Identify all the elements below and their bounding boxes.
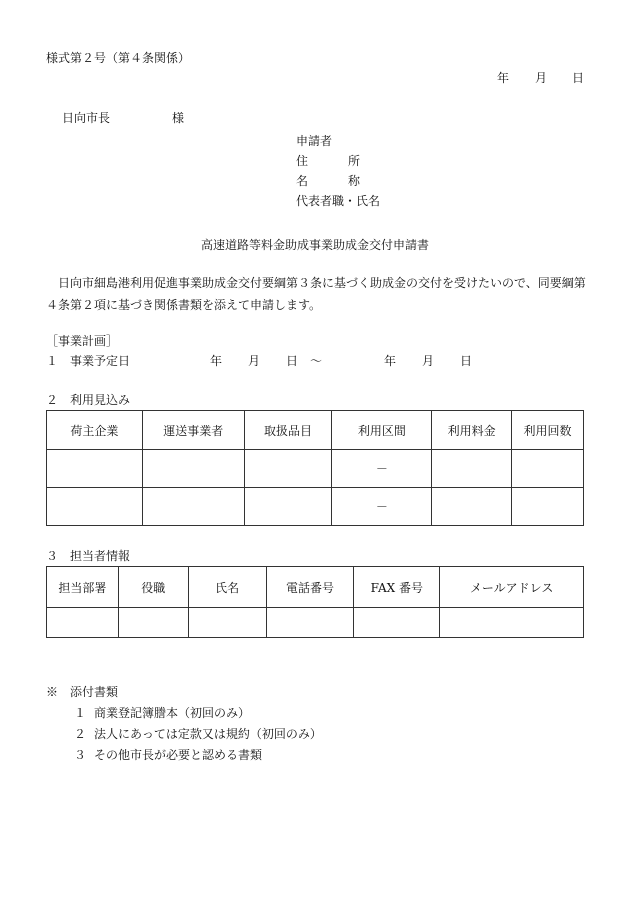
table-cell[interactable]: [188, 608, 266, 638]
table-cell[interactable]: [142, 450, 244, 488]
contact-table: [46, 566, 584, 638]
name-label: 名 称: [296, 174, 361, 188]
contact-header-email: メールアドレス: [440, 567, 584, 608]
table-cell[interactable]: [512, 450, 584, 488]
list-item: １ 商業登記簿謄本（初回のみ）: [74, 706, 251, 720]
usage-header-carrier: 運送事業者: [142, 411, 244, 450]
schedule-label: １ 事業予定日: [46, 354, 131, 368]
table-cell[interactable]: －: [332, 488, 432, 526]
usage-header-section: 利用区間: [332, 411, 432, 450]
table-cell[interactable]: [354, 608, 440, 638]
schedule-day: 日: [286, 354, 299, 368]
applicant-heading: 申請者: [296, 134, 333, 148]
attachments: [46, 682, 322, 766]
table-cell[interactable]: [142, 488, 244, 526]
table-cell[interactable]: [266, 608, 354, 638]
table-cell[interactable]: [440, 608, 584, 638]
table-cell[interactable]: [47, 488, 143, 526]
body-text: 日向市細島港利用促進事業助成金交付要綱第３条に基づく助成金の交付を受けたいので、同要綱第４条第２項に基づき関係書類を添えて申請します。: [46, 276, 586, 312]
addressee-name: 日向市長: [62, 111, 111, 125]
table-row: [47, 608, 584, 638]
contact-header-row: [47, 567, 584, 608]
contact-header-fax: FAX 番号: [354, 567, 440, 608]
contact-header-name: 氏名: [188, 567, 266, 608]
schedule-year: 年: [210, 354, 223, 368]
representative-label: 代表者職・氏名: [296, 194, 381, 208]
application-date: [0, 72, 630, 86]
address-label: 住 所: [296, 154, 361, 168]
date-day: 日: [572, 71, 585, 85]
table-cell[interactable]: [432, 488, 512, 526]
table-cell[interactable]: －: [332, 450, 432, 488]
schedule-month-2: 月: [422, 354, 435, 368]
usage-header-goods: 取扱品目: [244, 411, 332, 450]
table-cell[interactable]: [47, 608, 119, 638]
contact-heading: ３ 担当者情報: [46, 549, 131, 563]
contact-header-department: 担当部署: [47, 567, 119, 608]
usage-header-shipper: 荷主企業: [47, 411, 143, 450]
table-cell[interactable]: [244, 450, 332, 488]
schedule-day-2: 日: [460, 354, 473, 368]
schedule-year-2: 年: [384, 354, 397, 368]
form-number: 様式第２号（第４条関係）: [46, 51, 191, 65]
schedule-tilde: ～: [310, 354, 323, 368]
table-cell[interactable]: [47, 450, 143, 488]
list-item: ３ その他市長が必要と認める書類: [74, 748, 263, 762]
contact-header-phone: 電話番号: [266, 567, 354, 608]
usage-header-fee: 利用料金: [432, 411, 512, 450]
table-cell[interactable]: [512, 488, 584, 526]
usage-heading: ２ 利用見込み: [46, 393, 131, 407]
addressee-honorific: 様: [172, 111, 185, 125]
table-cell[interactable]: [244, 488, 332, 526]
table-cell[interactable]: [432, 450, 512, 488]
attachments-heading: ※ 添付書類: [46, 685, 119, 699]
usage-table: [46, 410, 584, 526]
date-month: 月: [535, 71, 548, 85]
table-cell[interactable]: [118, 608, 188, 638]
schedule-row: [46, 355, 586, 369]
list-item: ２ 法人にあっては定款又は規約（初回のみ）: [74, 727, 322, 741]
usage-header-count: 利用回数: [512, 411, 584, 450]
schedule-month: 月: [248, 354, 261, 368]
usage-header-row: [47, 411, 584, 450]
date-year: 年: [497, 71, 510, 85]
document-title: 高速道路等料金助成事業助成金交付申請書: [200, 238, 429, 252]
contact-header-position: 役職: [118, 567, 188, 608]
table-row: [47, 450, 584, 488]
table-row: [47, 488, 584, 526]
applicant-block: [296, 131, 380, 211]
plan-heading: ［事業計画］: [46, 334, 119, 348]
